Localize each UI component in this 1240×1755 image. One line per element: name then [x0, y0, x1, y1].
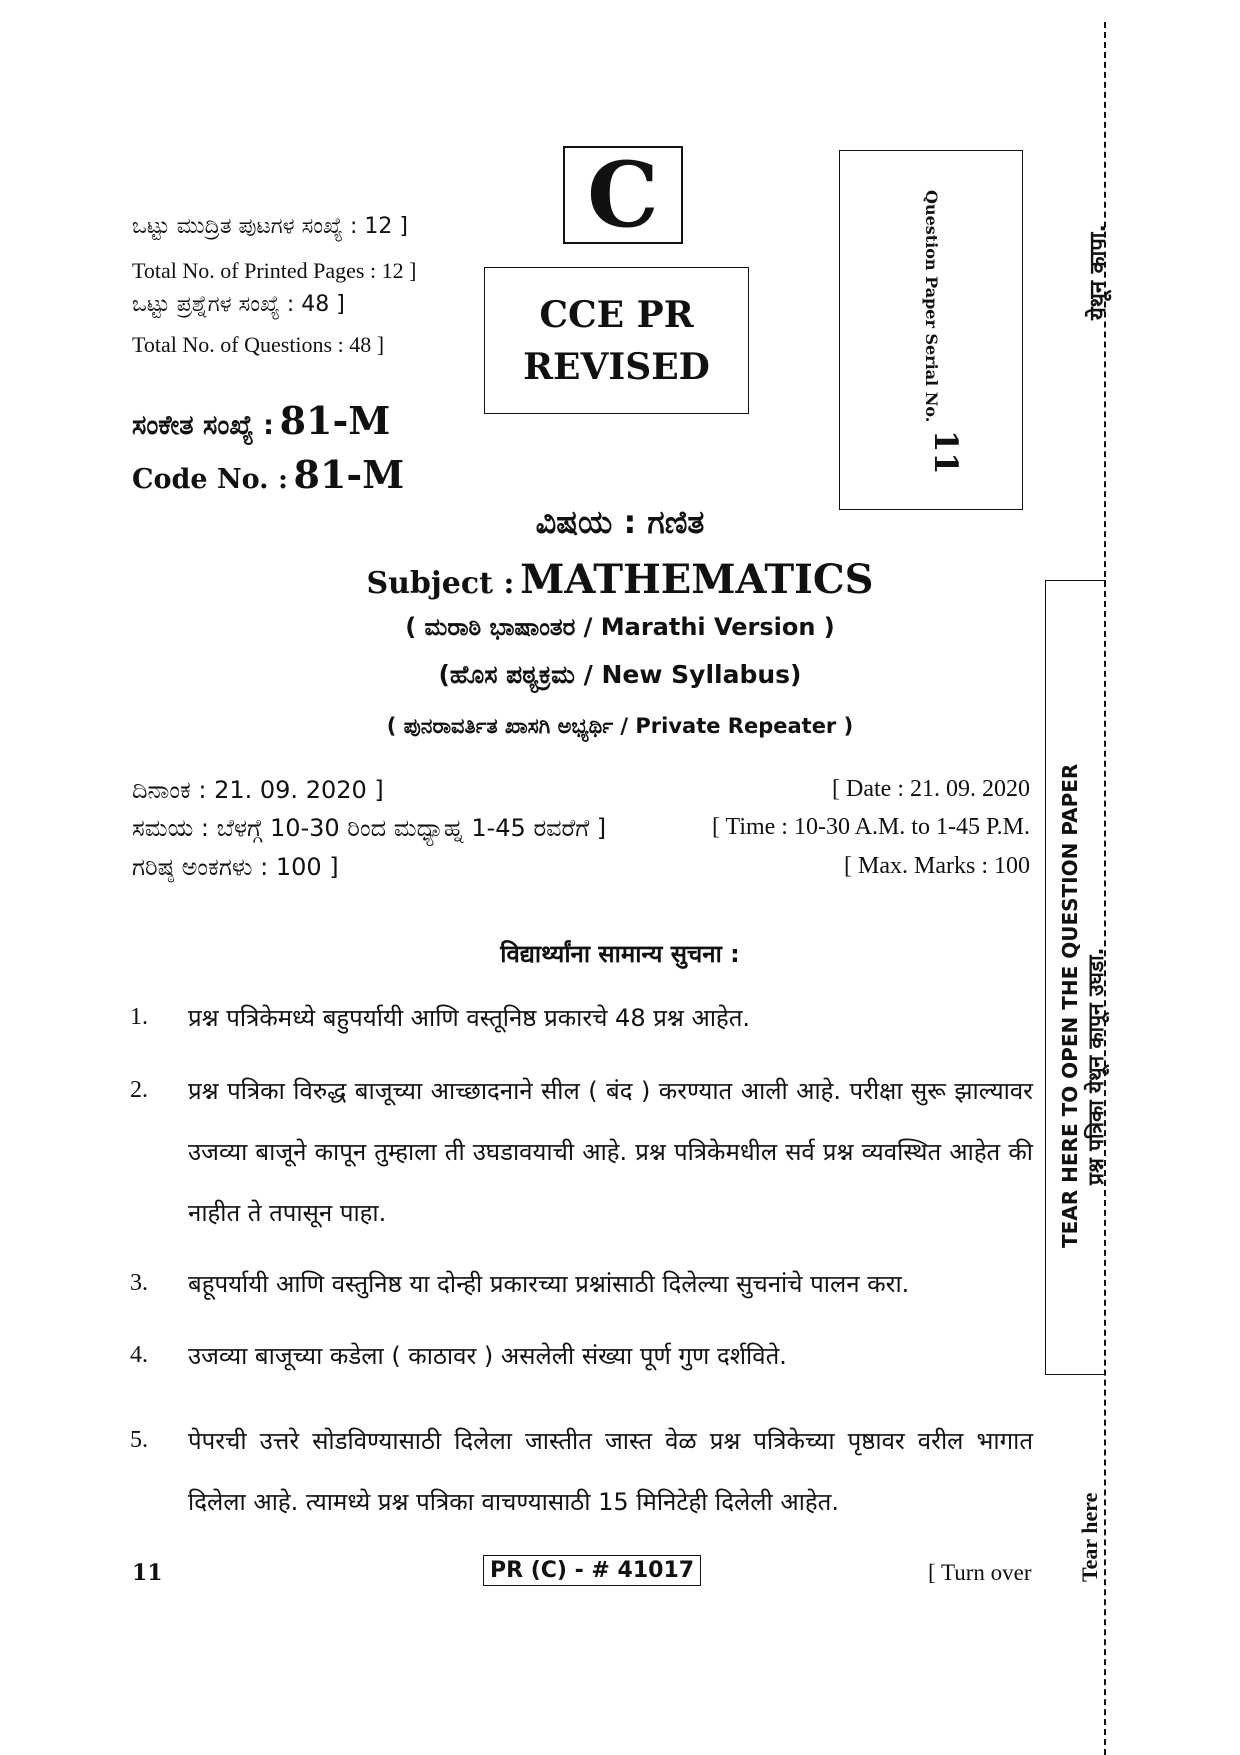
syllabus-type: (ಹೊಸ ಪಠ್ಯಕ್ರಮ / New Syllabus): [438, 660, 802, 689]
paper-code: PR (C) - # 41017: [483, 1555, 701, 1586]
language-version: ( ಮರಾಠಿ ಭಾಷಾಂತರ / Marathi Version ): [405, 613, 835, 641]
instruction-text: पेपरची उत्तरे सोडविण्यासाठी दिलेला जास्तीत जास्त वेळ प्रश्न पत्रिकेच्या पृष्ठावर वरील भागात दिलेला आहे. त्यामध्ये प्रश्न पत्रिका वाचण्यासाठी 15 मिनिटेही दिलेली आहेत.: [188, 1427, 1033, 1516]
instruction-number: 1.: [130, 1004, 148, 1030]
code-number-kannada: [132, 398, 390, 443]
turn-over-note: [ Turn over: [928, 1560, 1032, 1585]
tear-here-label: Tear here: [1077, 1492, 1102, 1582]
set-letter: C: [587, 142, 659, 248]
instruction-number: 5.: [130, 1427, 148, 1453]
date-kannada: ದಿನಾಂಕ : 21. 09. 2020 ]: [132, 776, 384, 804]
code-kn-value: 81-M: [279, 398, 391, 443]
instruction-number: 4.: [130, 1342, 148, 1368]
instruction-text: उजव्या बाजूच्या कडेला ( काठावर ) असलेली संख्या पूर्ण गुण दर्शविते.: [188, 1342, 787, 1370]
candidate-type: ( ಪುನರಾವರ್ತಿತ ಖಾಸಗಿ ಅಭ್ಯರ್ಥಿ / Private Repeater ): [386, 714, 854, 738]
cut-here-marathi: येथून कापा.: [1086, 224, 1111, 320]
subject-name: MATHEMATICS: [520, 556, 874, 603]
instructions-heading: विद्यार्थ्यांना सामान्य सुचना :: [500, 940, 740, 968]
subject-heading: [0, 556, 1240, 603]
total-questions-english: Total No. of Questions : 48 ]: [132, 332, 385, 357]
exam-type-box: [484, 267, 749, 414]
printed-pages-kannada: ಒಟ್ಟು ಮುದ್ರಿತ ಪುಟಗಳ ಸಂಖ್ಯೆ : 12 ]: [132, 214, 408, 239]
code-en-label: Code No. :: [132, 464, 288, 495]
code-number-english: [132, 452, 404, 497]
code-en-value: 81-M: [293, 452, 405, 497]
instruction-text: प्रश्न पत्रिका विरुद्ध बाजूच्या आच्छादनाने सील ( बंद ) करण्यात आली आहे. परीक्षा सुरू झाल्यावर उजव्या बाजूने कापून तुम्हाला ती उघडावयाची आहे. प्रश्न पत्रिकेमधील सर्व प्रश्न व्यवस्थित आहेत की नाहीत ते तपासून पाहा.: [188, 1077, 1033, 1227]
exam-type-line2: REVISED: [523, 345, 710, 388]
set-letter-box: [563, 142, 683, 248]
page-number: 11: [132, 1560, 163, 1586]
code-kn-label: ಸಂಕೇತ ಸಂಖ್ಯೆ :: [132, 410, 274, 441]
subject-label: Subject :: [366, 566, 515, 601]
instruction-number: 3.: [130, 1270, 148, 1296]
max-marks-english: [ Max. Marks : 100: [844, 853, 1030, 879]
instruction-number: 2.: [130, 1077, 148, 1103]
instruction-text: बहूपर्यायी आणि वस्तुनिष्ठ या दोन्ही प्रकारच्या प्रश्नांसाठी दिलेल्या सुचनांचे पालन करा.: [188, 1270, 910, 1298]
serial-number-label: Question Paper Serial No.: [922, 190, 941, 423]
subject-kannada: ವಿಷಯ : ಗಣಿತ: [535, 503, 705, 541]
serial-number-value: 11: [927, 430, 965, 475]
date-english: [ Date : 21. 09. 2020: [832, 776, 1030, 802]
time-english: [ Time : 10-30 A.M. to 1-45 P.M.: [711, 814, 1030, 840]
time-kannada: ಸಮಯ : ಬೆಳಗ್ಗೆ 10-30 ರಿಂದ ಮಧ್ಯಾಹ್ನ 1-45 ರವರೆಗೆ ]: [132, 814, 607, 842]
printed-pages-english: Total No. of Printed Pages : 12 ]: [132, 258, 417, 283]
exam-type-line1: CCE PR: [539, 293, 694, 336]
tear-instruction-english: TEAR HERE TO OPEN THE QUESTION PAPER: [1058, 763, 1082, 1248]
instruction-text: प्रश्न पत्रिकेमध्ये बहुपर्यायी आणि वस्तूनिष्ठ प्रकारचे 48 प्रश्न आहेत.: [188, 1004, 751, 1032]
total-questions-kannada: ಒಟ್ಟು ಪ್ರಶ್ನೆಗಳ ಸಂಖ್ಯೆ : 48 ]: [132, 292, 345, 317]
tear-instruction-marathi: प्रश्न पत्रिका येथून कापून उघडा.: [1084, 947, 1108, 1185]
serial-number-label-wrap: [921, 190, 941, 470]
max-marks-kannada: ಗರಿಷ್ಠ ಅಂಕಗಳು : 100 ]: [132, 853, 339, 881]
